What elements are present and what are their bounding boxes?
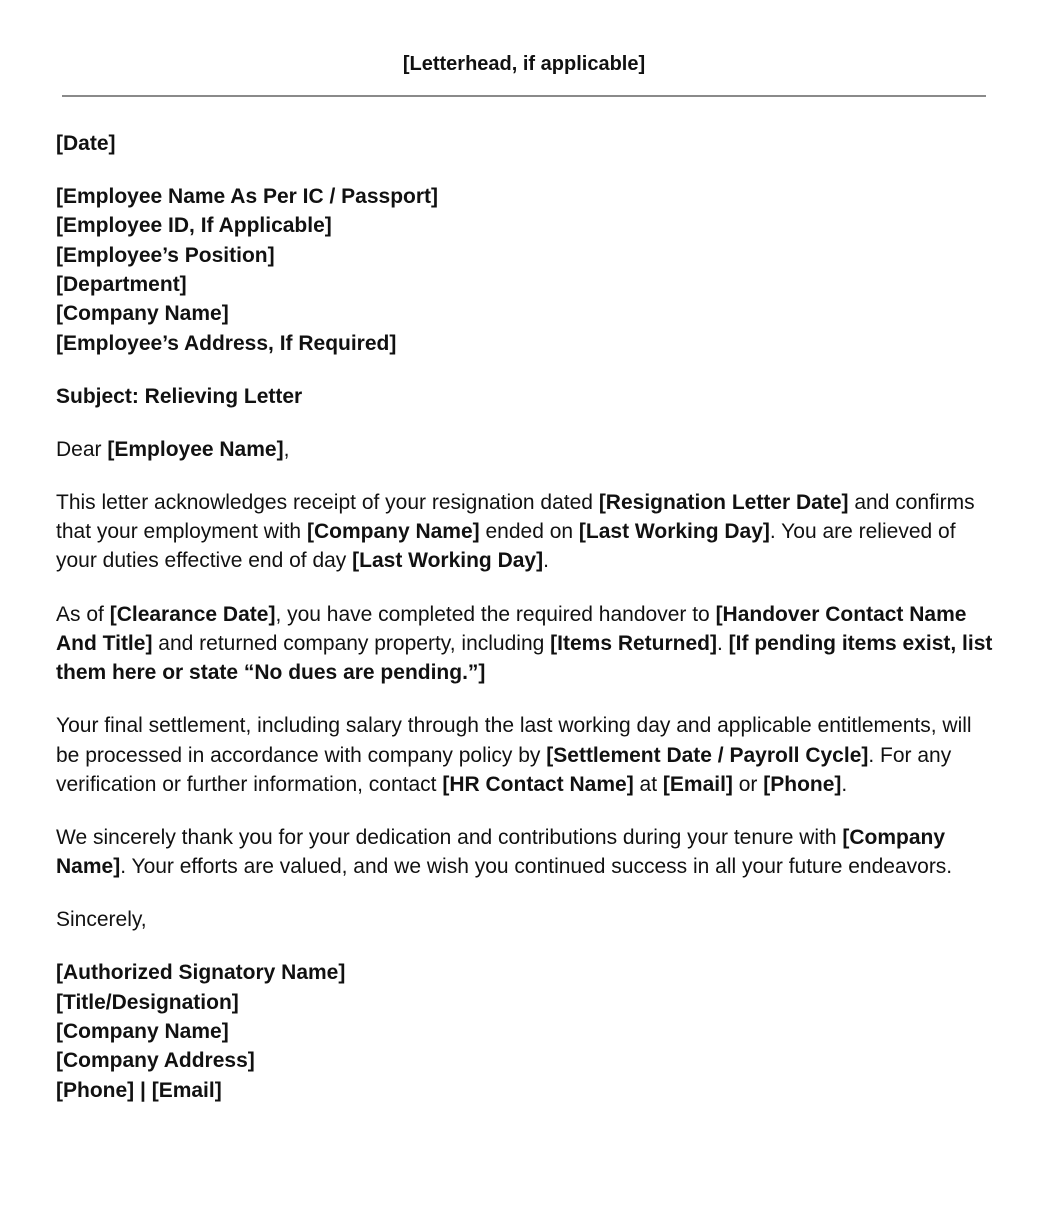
paragraph-segment: .: [841, 772, 848, 796]
paragraph-handover: [56, 600, 996, 688]
paragraph-segment: .: [717, 631, 729, 655]
subject-line: [56, 382, 996, 411]
recipient-address: [Employee’s Address, If Required]: [56, 331, 397, 355]
signatory-name: [Authorized Signatory Name]: [56, 961, 346, 985]
paragraph-segment: . Your efforts are valued, and we wish you continued success in all your future endeavors.: [120, 855, 953, 879]
letterhead-divider: [62, 95, 986, 97]
paragraph-segment: and confirms that your employment with: [56, 490, 975, 544]
recipient-name: [Employee Name As Per IC / Passport]: [56, 185, 439, 209]
company-name-placeholder: [Company Name]: [306, 520, 480, 544]
paragraph-segment: and returned company property, including: [152, 631, 551, 655]
paragraph-segment: at: [633, 772, 663, 796]
paragraph-resignation: [56, 488, 996, 576]
email-placeholder: [Email]: [662, 772, 733, 796]
hr-contact-placeholder: [HR Contact Name]: [442, 772, 634, 796]
signatory-title: [Title/Designation]: [56, 990, 239, 1014]
paragraph-segment: . For any verification or further information, contact: [56, 743, 952, 796]
paragraph-segment: We sincerely thank you for your dedication and contributions during your tenure with: [56, 825, 843, 849]
salutation-tail: ,: [283, 437, 290, 461]
signatory-company-address: [Company Address]: [56, 1049, 255, 1073]
paragraph-segment: . You are relieved of your duties effective end of day: [56, 520, 956, 573]
recipient-block: [56, 182, 996, 358]
company-name-placeholder: [Company Name]: [56, 825, 946, 879]
recipient-position: [Employee’s Position]: [56, 243, 275, 267]
handover-contact-placeholder: [Handover Contact Name And Title]: [56, 602, 967, 655]
recipient-company: [Company Name]: [56, 302, 229, 326]
paragraph-segment: Your final settlement, including salary through the last working day and applicable entitlements, will be processed in accordance with company policy by: [56, 714, 972, 767]
signature-block: [56, 958, 996, 1104]
last-working-day-placeholder: [Last Working Day]: [578, 520, 770, 544]
items-returned-placeholder: [Items Returned]: [550, 631, 717, 655]
paragraph-settlement: [56, 711, 996, 799]
letter-date: [Date]: [56, 132, 116, 155]
paragraph-thanks: [56, 823, 996, 882]
letter-body: [56, 129, 996, 1105]
paragraph-segment: This letter acknowledges receipt of your resignation dated: [56, 490, 599, 514]
letterhead-placeholder: [Letterhead, if applicable]: [402, 53, 646, 75]
paragraph-segment: As of: [56, 602, 110, 626]
signatory-contact: [Phone] | [Email]: [56, 1078, 222, 1102]
salutation-name: [Employee Name]: [107, 437, 284, 461]
recipient-employee-id: [Employee ID, If Applicable]: [56, 214, 332, 238]
salutation-lead: Dear: [56, 437, 108, 461]
paragraph-segment: .: [543, 549, 549, 573]
signatory-company: [Company Name]: [56, 1020, 229, 1043]
closing-text: Sincerely,: [56, 908, 147, 932]
subject-text: Subject: Relieving Letter: [56, 384, 303, 408]
last-working-day-placeholder: [Last Working Day]: [352, 549, 544, 573]
paragraph-segment: ended on: [479, 520, 579, 544]
paragraph-segment: or: [732, 772, 764, 796]
settlement-date-placeholder: [Settlement Date / Payroll Cycle]: [546, 743, 869, 767]
closing-line: [56, 905, 996, 934]
date-block: [56, 129, 996, 158]
recipient-department: [Department]: [56, 272, 187, 296]
paragraph-segment: , you have completed the required handover to: [275, 602, 716, 626]
resignation-date-placeholder: [Resignation Letter Date]: [598, 490, 849, 514]
salutation: [56, 435, 996, 464]
phone-placeholder: [Phone]: [763, 772, 842, 796]
pending-items-placeholder: [If pending items exist, list them here or state “No dues are pending.”]: [56, 631, 993, 685]
clearance-date-placeholder: [Clearance Date]: [109, 602, 276, 626]
